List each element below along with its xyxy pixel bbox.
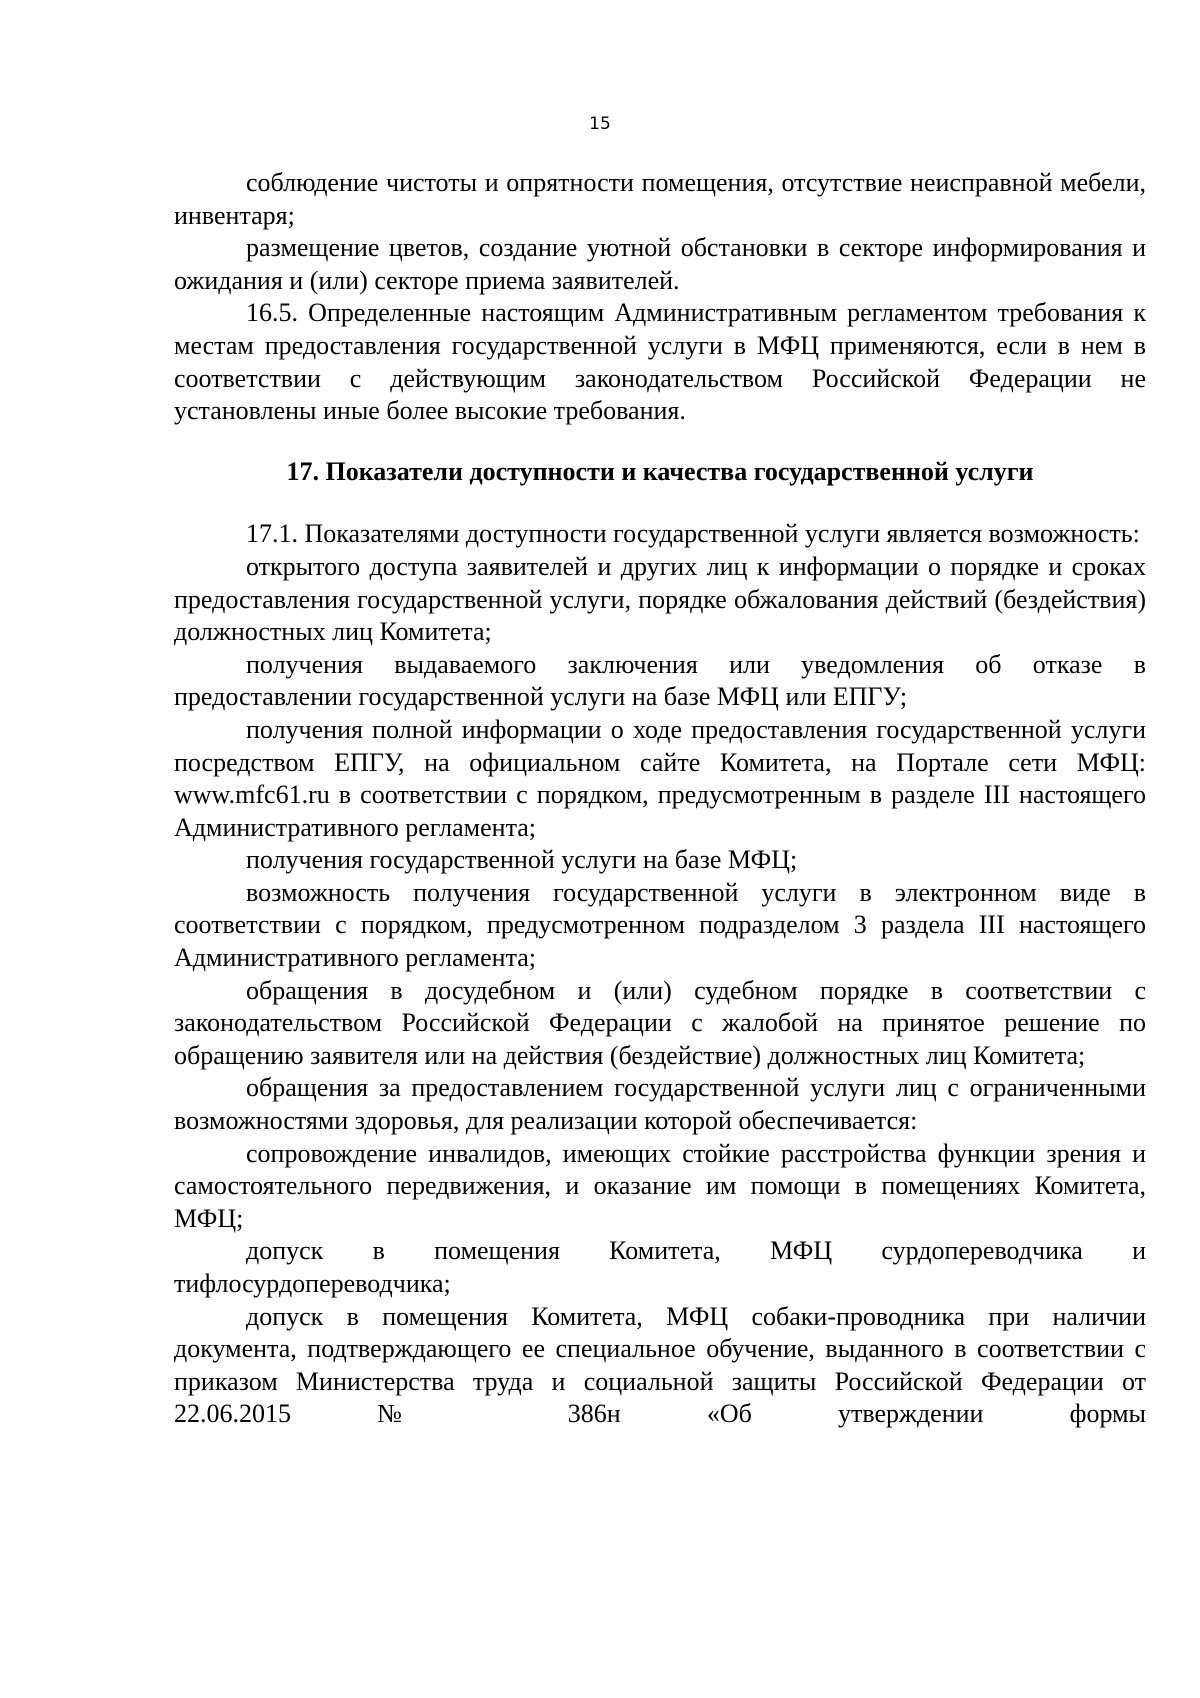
paragraph-sign-interpreter: допуск в помещения Комитета, МФЦ сурдопереводчика и тифлосурдопереводчика; [174, 1236, 1146, 1298]
paragraph-service-mfc: получения государственной услуги на базе МФЦ; [246, 845, 798, 875]
paragraph-17-1: 17.1. Показателями доступности государственной услуги является возможность: [246, 519, 1140, 549]
paragraph-open-access: открытого доступа заявителей и других лиц к информации о порядке и сроках предоставления государственной услуги, порядке обжалования действий (бездействия) должностных лиц Комитета; [174, 551, 1146, 647]
page-number: 15 [589, 114, 611, 134]
paragraph-16-5: 16.5. Определенные настоящим Административным регламентом требования к местам предоставления государственной услуги в МФЦ применяются, если в нем в соответствии с действующим законодательством Российской Федерации не установлены иные более высокие требования. [174, 298, 1146, 426]
document-body [174, 167, 1146, 1431]
section-heading-17: 17. Показатели доступности и качества государственной услуги [286, 456, 1034, 486]
paragraph-guide-dog: допуск в помещения Комитета, МФЦ собаки-проводника при наличии документа, подтверждающего ее специальное обучение, выданного в соответствии с приказом Министерства труда и социальной защиты Российской Федерации от 22.06.2015 № 386н «Об утверждении формы [174, 1301, 1146, 1429]
paragraph-electronic-service: возможность получения государственной услуги в электронном виде в соответствии с порядком, предусмотренном подразделом 3 раздела III настоящего Административного регламента; [174, 877, 1146, 973]
paragraph-full-information: получения полной информации о ходе предоставления государственной услуги посредством ЕПГУ, на официальном сайте Комитета, на Портале сети МФЦ: www.mfc61.ru в соответствии с порядком, предусмотренным в разделе III настоящего Административного регламента; [174, 714, 1146, 842]
paragraph-cleanliness: соблюдение чистоты и опрятности помещения, отсутствие неисправной мебели, инвентаря; [174, 168, 1146, 230]
paragraph-escort: сопровождение инвалидов, имеющих стойкие расстройства функции зрения и самостоятельного передвижения, и оказание им помощи в помещениях Комитета, МФЦ; [174, 1138, 1146, 1233]
paragraph-receiving-conclusion: получения выдаваемого заключения или уведомления об отказе в предоставлении государственной услуги на базе МФЦ или ЕПГУ; [174, 649, 1146, 712]
paragraph-appeal: обращения в досудебном и (или) судебном порядке в соответствии с законодательством Российской Федерации с жалобой на принятое решение по обращению заявителя или на действия (бездействие) должностных лиц Комитета; [174, 975, 1146, 1070]
paragraph-limited-abilities: обращения за предоставлением государственной услуги лиц с ограниченными возможностями здоровья, для реализации которой обеспечивается: [174, 1073, 1146, 1136]
paragraph-flowers: размещение цветов, создание уютной обстановки в секторе информирования и ожидания и (или) секторе приема заявителей. [174, 233, 1146, 295]
